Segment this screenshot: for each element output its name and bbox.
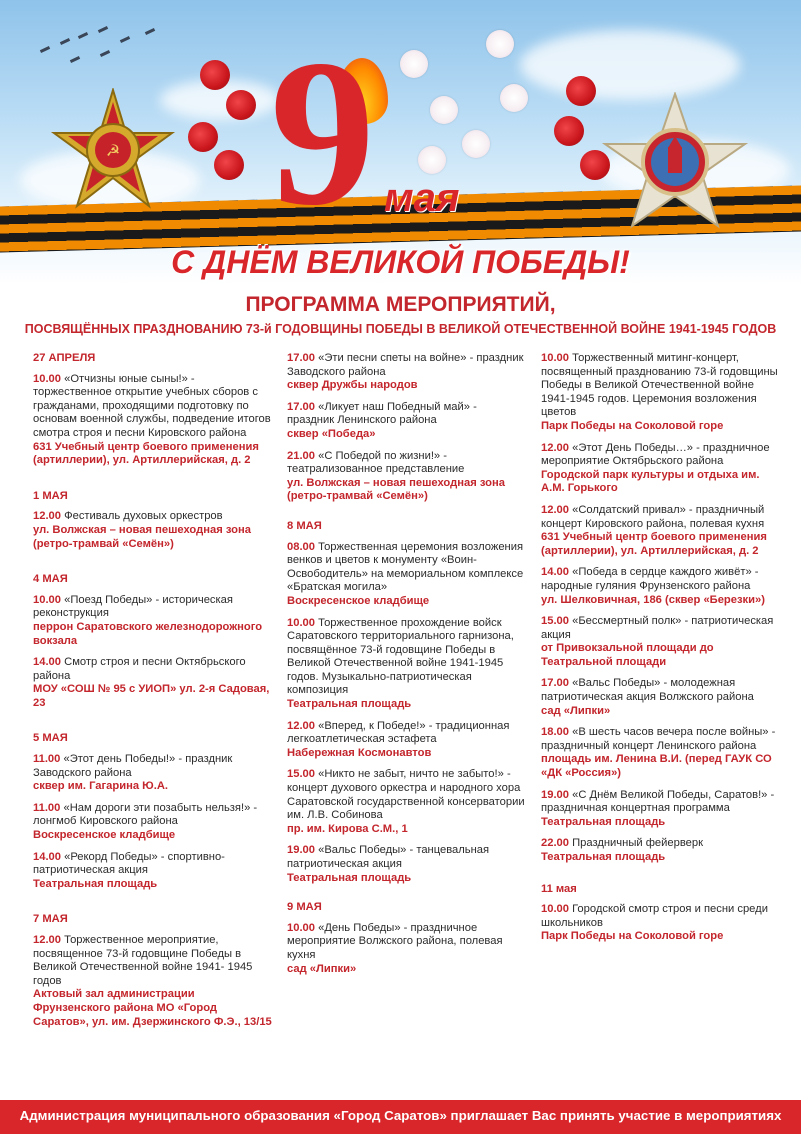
- event-location: 631 Учебный центр боевого применения (артиллерии), ул. Артиллерийская, д. 2: [33, 440, 259, 467]
- event-location: Театральная площадь: [541, 851, 666, 863]
- event-location: Театральная площадь: [287, 698, 412, 711]
- event-description: «Ликует наш Победный май» - праздник Ленинского района: [287, 400, 477, 427]
- schedule-date-heading: 11 мая: [541, 882, 577, 895]
- schedule-event: [33, 373, 273, 468]
- schedule-day: [33, 352, 273, 468]
- event-time: 17.00: [287, 400, 315, 413]
- event-location: сквер «Победа»: [287, 427, 376, 440]
- schedule-day: [287, 901, 527, 976]
- event-location: пр. им. Кирова С.М., 1: [287, 822, 408, 835]
- schedule-event: [541, 504, 781, 558]
- event-time: 11.00: [33, 753, 61, 766]
- event-time: 08.00: [287, 540, 315, 553]
- event-time: 12.00: [33, 934, 61, 946]
- event-description: «Победа в сердце каждого живёт» - народные гуляния Фрунзенского района: [541, 566, 759, 592]
- event-location: ул. Волжская – новая пешеходная зона (ретро-трамвай «Семён»): [33, 523, 251, 550]
- svg-text:☭: ☭: [105, 141, 121, 160]
- event-description: Праздничный фейерверк: [569, 837, 703, 850]
- event-description: Торжественный митинг-концерт, посвященный празднованию 73-й годовщины Победы в Великой Отечественной войне 1941-1945 годов. Церемония возложения цветов: [541, 352, 778, 419]
- event-time: 15.00: [287, 768, 315, 781]
- event-description: «Эти песни спеты на войне» - праздник Заводского района: [287, 352, 524, 378]
- event-description: «Вальс Победы» - молодежная патриотическая акция Волжского района: [541, 677, 754, 704]
- schedule-day: [541, 352, 781, 865]
- schedule-event: [541, 677, 781, 718]
- event-description: Торжественная церемония возложения венков и цветов к монументу «Воин-Освободитель» на мемориальном комплексе «Братская могила»: [287, 540, 524, 594]
- event-time: 17.00: [541, 677, 569, 690]
- event-description: «Вальс Победы» - танцевальная патриотическая акция: [287, 844, 490, 870]
- event-location: сад «Липки»: [287, 962, 357, 975]
- event-location: сквер Дружбы народов: [287, 379, 418, 392]
- schedule-day: [33, 913, 273, 1029]
- event-location: Воскресенское кладбище: [33, 829, 176, 842]
- event-location: Театральная площадь: [33, 877, 158, 890]
- schedule-event: [33, 594, 273, 648]
- event-time: 10.00: [33, 372, 61, 385]
- event-description: «День Победы» - праздничное мероприятие Волжского района, полевая кухня: [287, 921, 503, 961]
- footer-banner: Администрация муниципального образования «Город Саратов» приглашает Вас принять участие в мероприятиях: [0, 1100, 801, 1134]
- schedule-day: [33, 573, 273, 710]
- event-description: «Рекорд Победы» - спортивно-патриотическая акция: [33, 850, 225, 877]
- event-description: «Солдатский привал» - праздничный концерт Кировского района, полевая кухня: [541, 503, 765, 530]
- event-time: 12.00: [541, 503, 569, 516]
- event-time: 19.00: [287, 844, 315, 857]
- schedule-event: [287, 617, 527, 712]
- schedule-event: [33, 802, 273, 843]
- event-description: «Поезд Победы» - историческая реконструкция: [33, 593, 233, 620]
- event-time: 10.00: [287, 616, 315, 629]
- schedule-event: [541, 615, 781, 669]
- schedule-date-heading: 1 МАЯ: [33, 489, 68, 502]
- event-time: 10.00: [541, 352, 569, 364]
- schedule-date-heading: 8 МАЯ: [287, 519, 322, 532]
- event-time: 15.00: [541, 615, 569, 628]
- event-location: площадь им. Ленина В.И. (перед ГАУК СО «ДК «Россия»): [541, 753, 772, 780]
- schedule-event: [287, 450, 527, 504]
- event-description: «Вперед, к Победе!» - традиционная легкоатлетическая эстафета: [287, 719, 510, 746]
- event-time: 19.00: [541, 788, 569, 801]
- schedule-event: [33, 851, 273, 892]
- event-time: 14.00: [541, 566, 569, 579]
- event-time: 10.00: [287, 921, 315, 934]
- header-banner: [0, 0, 801, 285]
- event-description: Городской смотр строя и песни среди школьников: [541, 903, 768, 929]
- schedule-day: [33, 490, 273, 551]
- event-description: «Никто не забыт, ничто не забыто!» - концерт духового оркестра и народного хора Саратовской государственной консерватории им. Л.В. Собинова: [287, 768, 525, 822]
- schedule-event: [33, 656, 273, 710]
- event-time: 14.00: [33, 850, 61, 863]
- schedule-event: [33, 510, 273, 551]
- event-description: «С Победой по жизни!» - театрализованное представление: [287, 449, 465, 476]
- order-victory-icon: [600, 92, 750, 232]
- schedule-event: [541, 837, 781, 864]
- event-description: Торжественное мероприятие, посвященное 73-й годовщине Победы в Великой Отечественной войне 1941- 1945 годов: [33, 934, 253, 987]
- schedule-date-heading: 7 МАЯ: [33, 913, 68, 926]
- program-title: ПРОГРАММА МЕРОПРИЯТИЙ,: [245, 293, 556, 316]
- schedule-column-1: [33, 352, 273, 1029]
- event-description: Смотр строя и песни Октябрьского района: [33, 656, 246, 682]
- event-description: «Нам дороги эти позабыть нельзя!» - лонгмоб Кировского района: [33, 801, 258, 828]
- event-time: 21.00: [287, 449, 315, 462]
- event-location: перрон Саратовского железнодорожного вокзала: [33, 620, 263, 647]
- event-time: 12.00: [541, 441, 569, 454]
- event-time: 12.00: [287, 719, 315, 732]
- schedule-event: [541, 442, 781, 496]
- schedule-event: [33, 753, 273, 794]
- schedule-date-heading: 27 АПРЕЛЯ: [33, 352, 96, 364]
- event-location: Городской парк культуры и отдыха им. А.М. Горького: [541, 468, 760, 495]
- schedule-event: [287, 352, 527, 393]
- event-time: 18.00: [541, 726, 569, 739]
- schedule-day: [287, 352, 527, 504]
- event-time: 12.00: [33, 510, 61, 523]
- schedule-column-2: [287, 352, 527, 976]
- event-location: от Привокзальной площади до Театральной площади: [541, 642, 714, 668]
- event-location: Театральная площадь: [541, 815, 666, 828]
- big-number-nine: 9: [270, 17, 371, 249]
- victory-day-headline: С ДНЁМ ВЕЛИКОЙ ПОБЕДЫ!: [171, 244, 630, 280]
- schedule-event: [541, 352, 781, 434]
- event-location: Набережная Космонавтов: [287, 746, 432, 759]
- event-location: МОУ «СОШ № 95 с УИОП» ул. 2-я Садовая, 23: [33, 683, 270, 709]
- event-location: Парк Победы на Соколовой горе: [541, 930, 724, 943]
- event-time: 14.00: [33, 656, 61, 669]
- event-time: 10.00: [541, 903, 569, 916]
- schedule-event: [541, 789, 781, 830]
- event-location: Парк Победы на Соколовой горе: [541, 419, 724, 432]
- schedule-column-3: [541, 352, 781, 944]
- schedule-event: [287, 401, 527, 442]
- schedule-event: [541, 903, 781, 944]
- event-time: 10.00: [33, 593, 61, 606]
- schedule-day: [287, 520, 527, 885]
- schedule-event: [33, 934, 273, 1029]
- order-patriotic-war-icon: [48, 88, 178, 218]
- program-subtitle: ПОСВЯЩЁННЫХ ПРАЗДНОВАНИЮ 73-й ГОДОВЩИНЫ ПОБЕДЫ В ВЕЛИКОЙ ОТЕЧЕСТВЕННОЙ ВОЙНЕ 1941-1945 ГОДОВ: [24, 322, 777, 336]
- schedule-event: [287, 844, 527, 885]
- schedule-event: [541, 566, 781, 607]
- schedule-day: [33, 732, 273, 891]
- event-time: 22.00: [541, 837, 569, 850]
- event-location: ул. Шелковичная, 186 (сквер «Березки»): [541, 593, 765, 606]
- event-description: «Этот день Победы!» - праздник Заводского района: [33, 753, 233, 779]
- schedule-event: [287, 768, 527, 836]
- schedule-event: [287, 922, 527, 976]
- event-description: «Отчизны юные сыны!» - торжественное открытие учебных сборов с гражданами, проходящими подготовку по основам военной службы, подведение итогов смотра строя и песни Кировского района: [33, 372, 271, 439]
- event-time: 17.00: [287, 352, 315, 364]
- event-location: сад «Липки»: [541, 704, 611, 717]
- event-description: Фестиваль духовых оркестров: [61, 510, 223, 523]
- event-description: «Бессмертный полк» - патриотическая акция: [541, 615, 774, 641]
- event-location: ул. Волжская – новая пешеходная зона (ретро-трамвай «Семён»): [287, 476, 505, 503]
- schedule-event: [287, 720, 527, 761]
- schedule-date-heading: 9 МАЯ: [287, 901, 322, 914]
- schedule-event: [287, 541, 527, 609]
- may-word: мая: [384, 176, 460, 220]
- event-location: 631 Учебный центр боевого применения (артиллерии), ул. Артиллерийская, д. 2: [541, 531, 767, 557]
- event-description: «В шесть часов вечера после войны» - праздничный концерт Ленинского района: [541, 726, 776, 752]
- event-location: сквер им. Гагарина Ю.А.: [33, 780, 169, 793]
- schedule-day: [541, 883, 781, 944]
- event-description: Торжественное прохождение войск Саратовского территориального гарнизона, посвящённое 73-й годовщине Победы в Великой Отечественной войне 1941-1945 годов. Музыкально-патриотическая композиция: [287, 616, 514, 697]
- event-time: 11.00: [33, 801, 61, 814]
- event-location: Актовый зал администрации Фрунзенского района МО «Город Саратов», ул. им. Дзержинского Ф.Э., 13/15: [33, 988, 272, 1028]
- schedule-date-heading: 5 МАЯ: [33, 732, 68, 745]
- event-location: Воскресенское кладбище: [287, 594, 430, 607]
- schedule-date-heading: 4 МАЯ: [33, 573, 68, 586]
- event-location: Театральная площадь: [287, 871, 412, 884]
- event-description: «С Днём Великой Победы, Саратов!» - праздничная концертная программа: [541, 788, 775, 815]
- event-description: «Этот День Победы…» - праздничное мероприятие Октябрьского района: [541, 441, 770, 468]
- schedule-event: [541, 726, 781, 780]
